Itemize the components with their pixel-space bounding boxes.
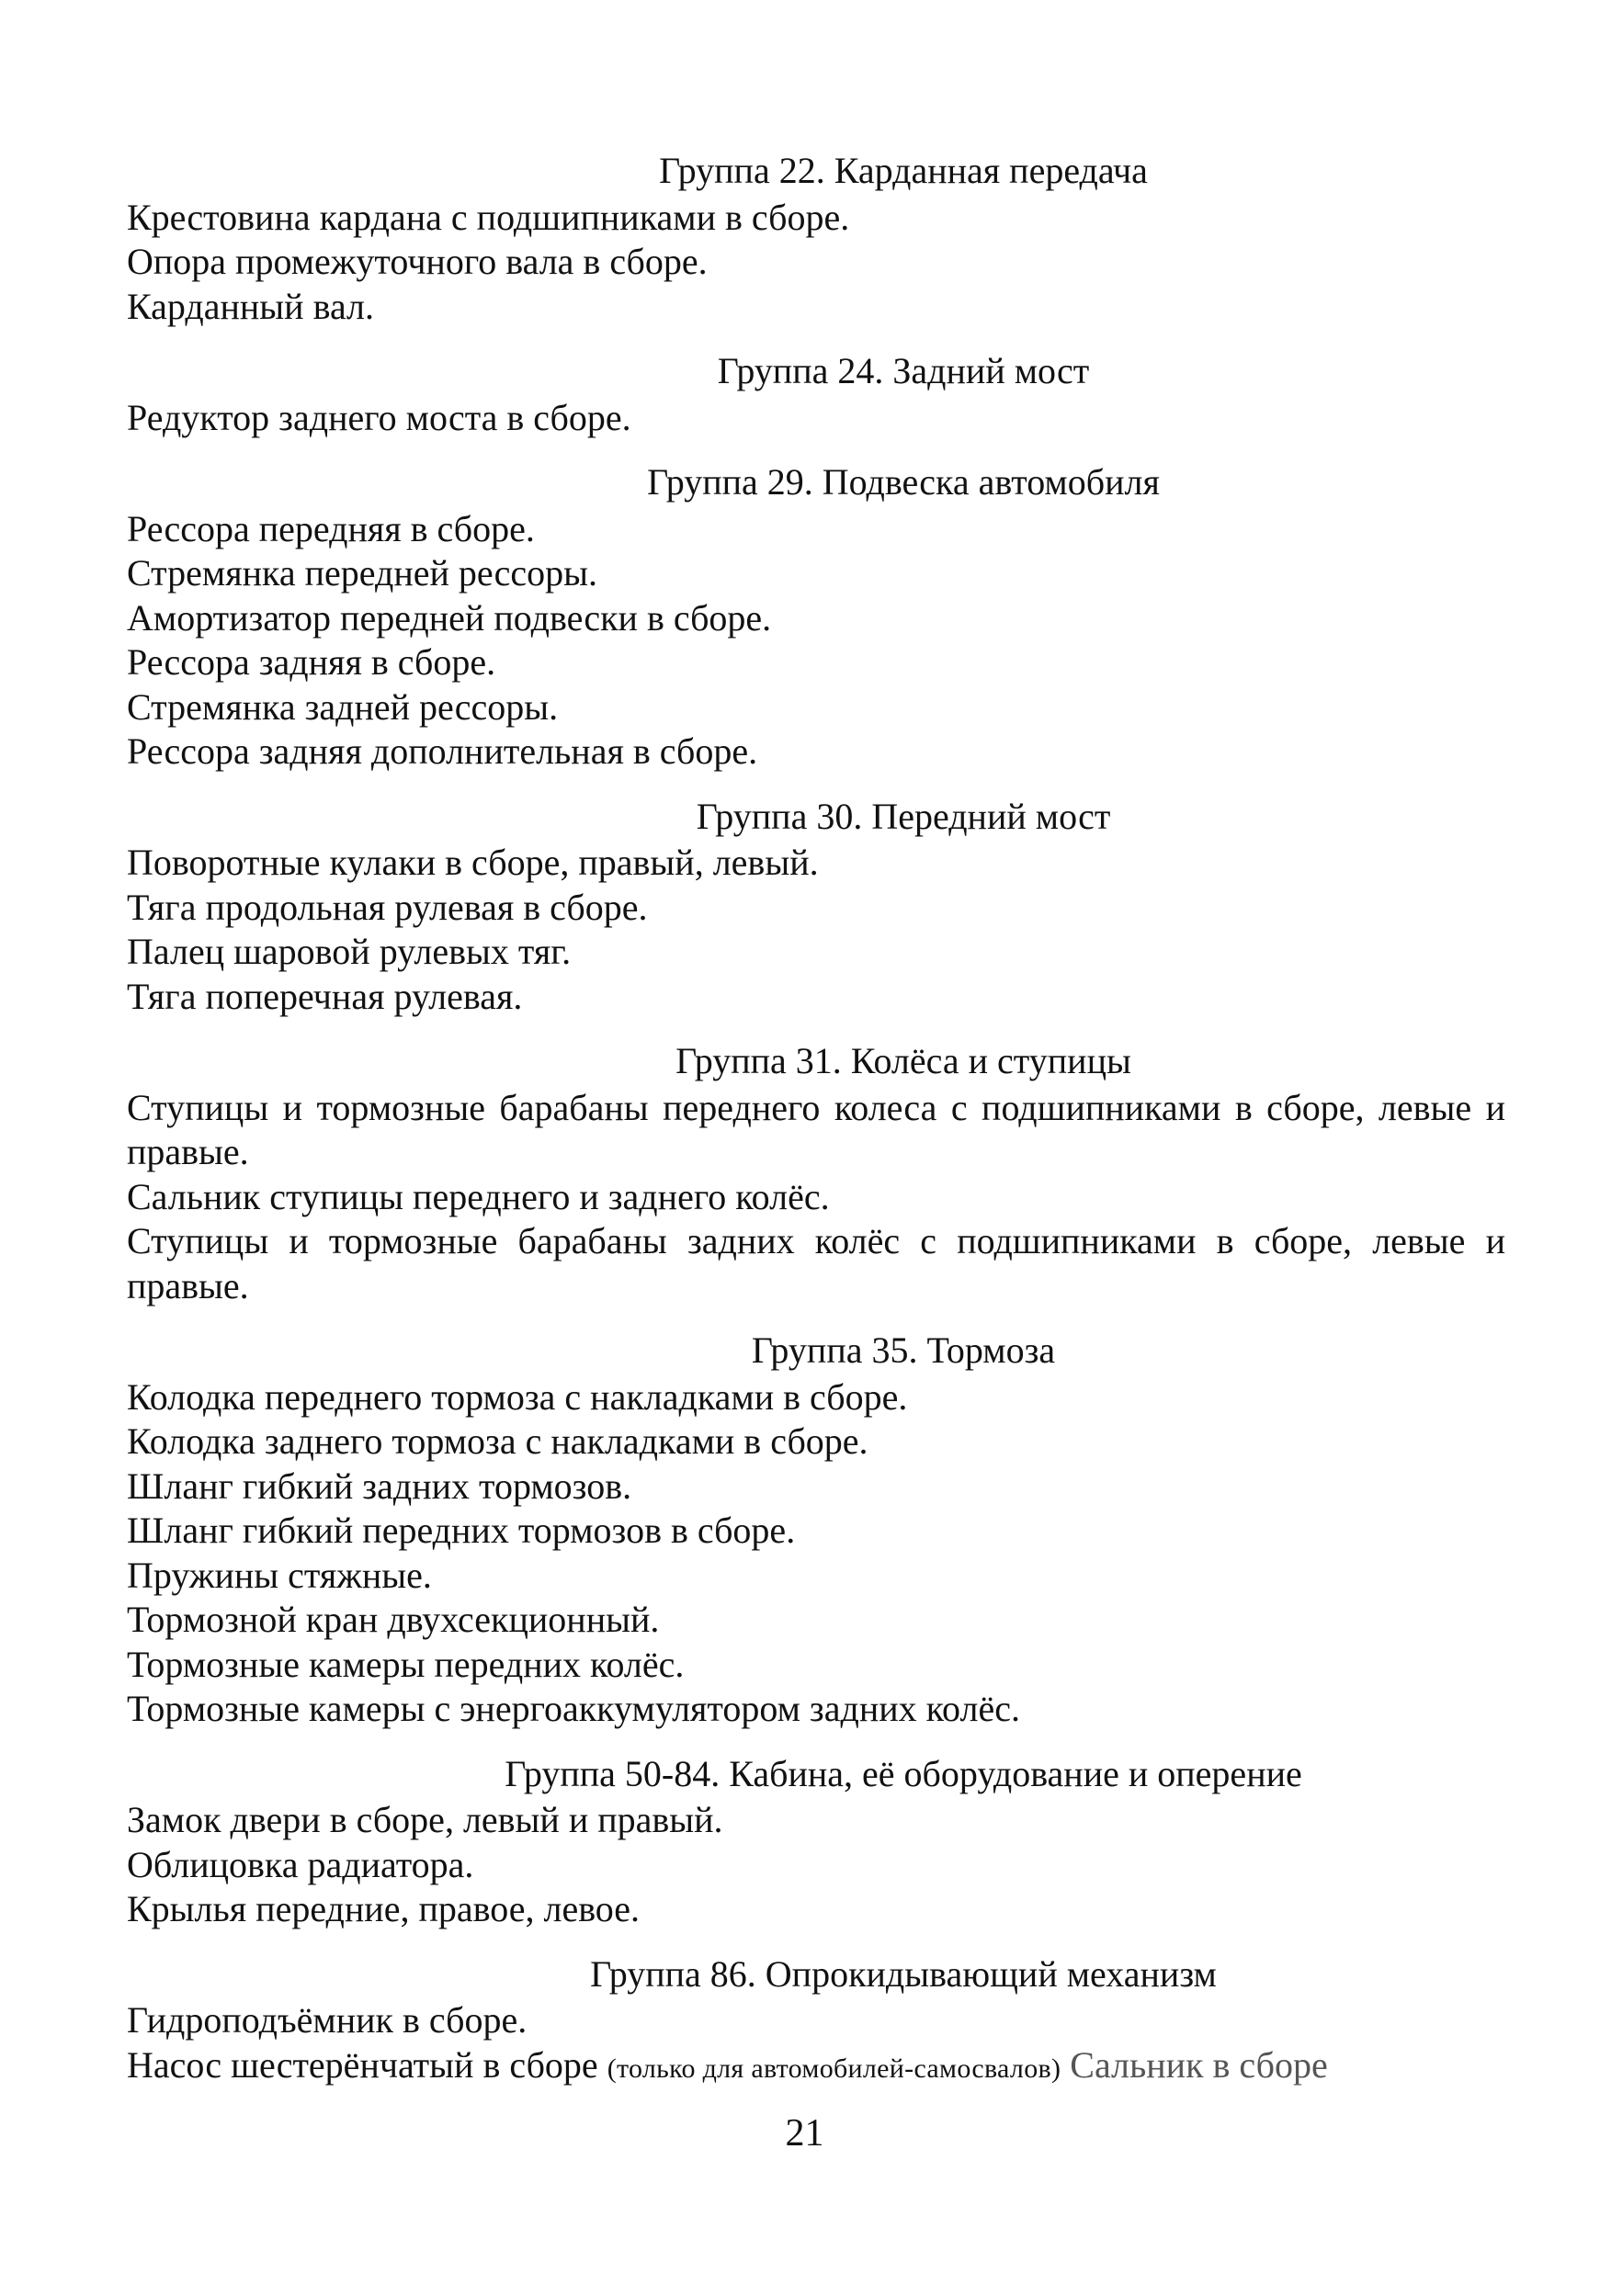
parts-list-item: Тормозной кран двухсекционный. — [127, 1599, 660, 1640]
parts-list-item: Стремянка задней рессоры. — [127, 685, 559, 728]
section-heading: Группа 31. Колёса и ступицы — [675, 1040, 1131, 1081]
section-heading: Группа 35. Тормоза — [751, 1329, 1056, 1371]
parts-list-item: Стремянка передней рессоры. — [127, 552, 598, 594]
parts-list-item: Палец шаровой рулевых тяг. — [127, 931, 572, 972]
parts-list-item: Тормозные камеры с энергоаккумулятором задних колёс. — [127, 1688, 1020, 1729]
parts-list-item: Амортизатор передней подвески в сборе. — [127, 596, 772, 639]
parts-list-item: Сальник ступицы переднего и заднего колёс. — [127, 1175, 830, 1217]
parts-list-item: Крылья передние, правое, левое. — [127, 1888, 641, 1929]
parts-list-item: Замок двери в сборе, левый и правый. — [127, 1799, 723, 1840]
section — [127, 1752, 1505, 1932]
section — [127, 1039, 1505, 1308]
parts-list-item: Колодка переднего тормоза с накладками в сборе. — [127, 1375, 908, 1418]
section — [127, 460, 1505, 775]
section-heading: Группа 22. Карданная передача — [659, 150, 1148, 191]
section-heading: Группа 24. Задний мост — [717, 350, 1090, 391]
section-heading: Группа 86. Опрокидывающий механизм — [590, 1952, 1217, 1995]
parts-list-item: Ступицы и тормозные барабаны переднего колеса с подшипниками в сборе, левые и правые. — [127, 1086, 1505, 1172]
parts-list-item: Редуктор заднего моста в сборе. — [127, 396, 631, 438]
parts-list-item-last — [127, 2043, 1505, 2092]
section — [127, 149, 1505, 329]
section — [127, 1952, 1505, 2092]
section-heading: Группа 29. Подвеска автомобиля — [647, 461, 1160, 503]
parts-list-item: Пружины стяжные. — [127, 1554, 432, 1596]
parts-list-item: Гидроподъёмник в сборе. — [127, 1999, 528, 2041]
parts-list-item: Рессора задняя в сборе. — [127, 641, 496, 683]
section-heading: Группа 30. Передний мост — [696, 795, 1111, 837]
page-number: 21 — [785, 2112, 824, 2155]
parts-list-item: Тяга продольная рулевая в сборе. — [127, 886, 648, 928]
last-line-tail: Сальник в сборе — [1061, 2043, 1328, 2086]
parts-list-item: Шланг гибкий передних тормозов в сборе. — [127, 1510, 796, 1551]
parts-list-item: Тяга поперечная рулевая. — [127, 975, 523, 1017]
section-heading: Группа 50-84. Кабина, её оборудование и оперение — [505, 1752, 1302, 1794]
section — [127, 795, 1505, 1020]
last-line-main: Насос шестерёнчатый в сборе — [127, 2043, 607, 2086]
section — [127, 1329, 1505, 1732]
section — [127, 349, 1505, 440]
parts-list-item: Шланг гибкий задних тормозов. — [127, 1465, 632, 1507]
last-line-note: (только для автомобилей-самосвалов) — [607, 2053, 1061, 2084]
parts-list-item: Облицовка радиатора. — [127, 1843, 474, 1885]
parts-list-item: Ступицы и тормозные барабаны задних колёс с подшипниками в сборе, левые и правые. — [127, 1220, 1505, 1306]
document-body — [127, 149, 1505, 2111]
parts-list-item: Крестовина кардана с подшипниками в сборе. — [127, 196, 850, 238]
parts-list-item: Карданный вал. — [127, 285, 375, 327]
parts-list-item: Опора промежуточного вала в сборе. — [127, 241, 708, 282]
parts-list-item: Рессора передняя в сборе. — [127, 507, 535, 549]
parts-list-item: Поворотные кулаки в сборе, правый, левый. — [127, 842, 819, 883]
parts-list-item: Тормозные камеры передних колёс. — [127, 1643, 685, 1685]
parts-list-item: Рессора задняя дополнительная в сборе. — [127, 730, 758, 772]
parts-list-item: Колодка заднего тормоза с накладками в сборе. — [127, 1420, 868, 1462]
